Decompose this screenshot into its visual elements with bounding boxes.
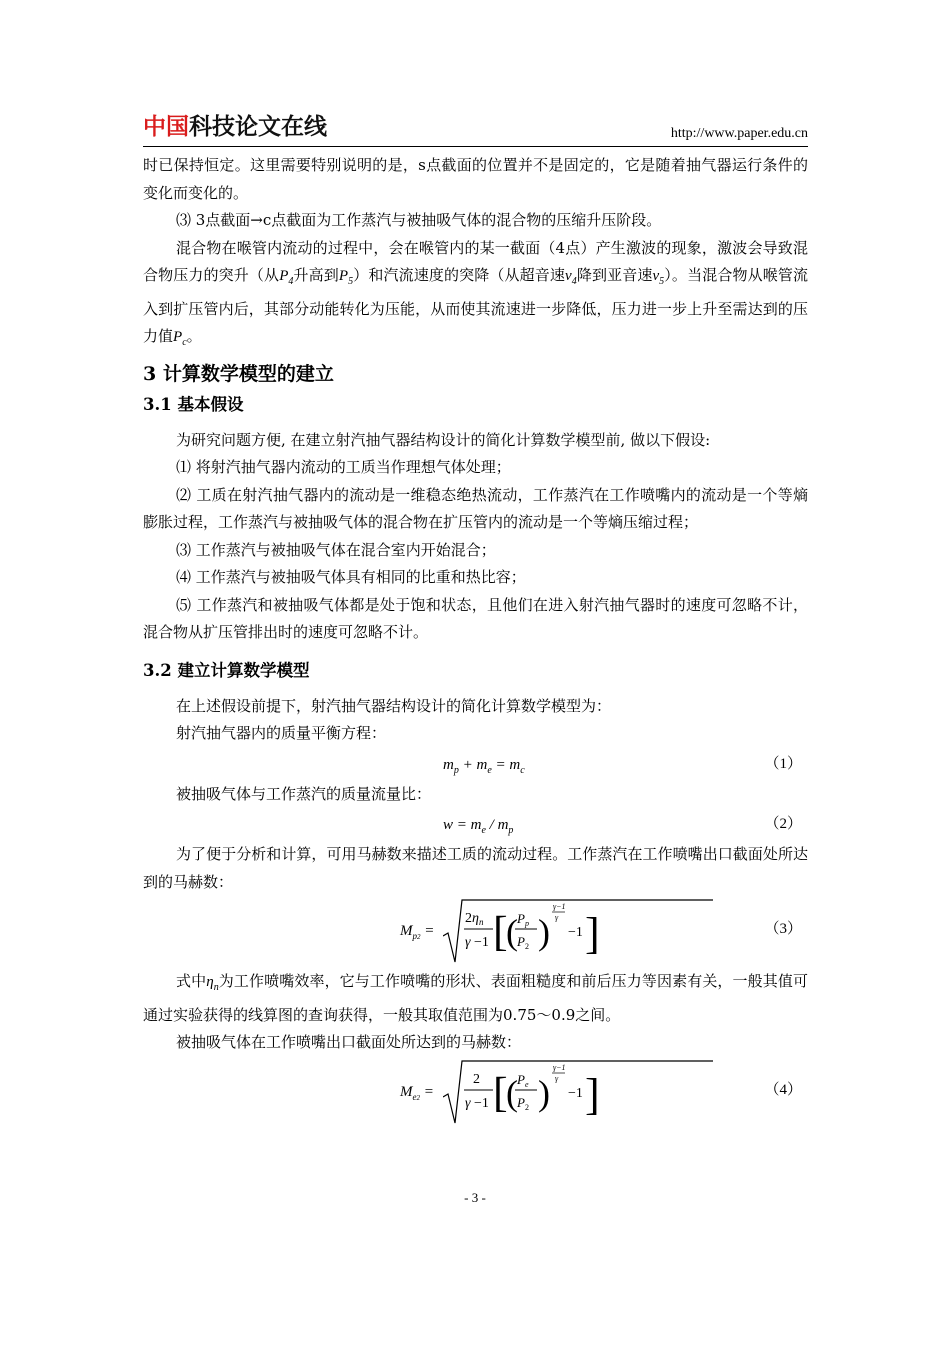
svg-text:]: ] [585, 909, 600, 958]
svg-text:γ−1: γ−1 [553, 902, 566, 911]
equation-1-body: $m_p + m_e = m_c$ [443, 756, 525, 776]
mass-ratio-label: 被抽吸气体与工作蒸汽的质量流量比： [176, 784, 432, 803]
text-fragment: 升高到 [293, 266, 339, 284]
section-3-1-heading: 3.1 基本假设 [143, 394, 244, 414]
header-url[interactable]: http://www.paper.edu.cn [670, 126, 808, 141]
section-3-2-heading: 3.2 建立计算数学模型 [143, 660, 310, 680]
suction-mach-label: 被抽吸气体在工作喷嘴出口截面处所达到的马赫数： [176, 1033, 522, 1051]
svg-text:): ) [538, 912, 550, 952]
equation-1 [143, 748, 808, 781]
assumption-item: ⑸ 工作蒸汽和被抽吸气体都是处于饱和状态，且他们在进入射汽抽气器时的速度可忽略不计，混合物从扩压管排出时的速度可忽略不计。 [143, 595, 808, 641]
section-3-heading: 3 计算数学模型的建立 [143, 362, 334, 385]
paragraph-stage-3: ⑶ 3点截面→c点截面为工作蒸汽与被抽吸气体的混合物的压缩升压阶段。 [176, 211, 662, 229]
mass-balance-label: 射汽抽气器内的质量平衡方程： [176, 724, 387, 742]
paragraph-shock-wave [143, 235, 808, 357]
var-pc: $P_c$ [173, 329, 187, 348]
var-v4: $v_4$ [565, 268, 577, 287]
svg-text:(: ( [506, 1072, 518, 1113]
svg-text:γ: γ [555, 913, 559, 922]
var-v5: $v_5$ [652, 268, 665, 287]
text-fragment: ）。当混合物从喉管流入到扩压管内后，其部分动能转化为压能，从而使其流速进一步降低，压力进一步上升至需达到的压力值 [143, 266, 808, 345]
text-fragment: 为工作喷嘴效率，它与工作喷嘴的形状、表面粗糙度和前后压力等因素有关，一般其值可通过实验获得的线算图的查询获得，一般其取值范围为0.75～0.9之间。 [143, 972, 808, 1024]
assumption-item: ⑷ 工作蒸汽与被抽吸气体具有相同的比重和热比容； [176, 568, 526, 586]
svg-text:P2: $P_2$ [517, 1094, 529, 1112]
paragraph-continued: 时已保持恒定。这里需要特别说明的是，s点截面的位置并不是固定的，它是随着抽气器运行条件的变化而变化的。 [143, 156, 808, 202]
equation-3-radical [443, 896, 723, 966]
svg-text:2: 2 [473, 1071, 480, 1087]
svg-text:γ: γ [465, 1095, 471, 1111]
model-intro: 在上述假设前提下，射汽抽气器结构设计的简化计算数学模型为： [176, 696, 612, 715]
equation-4 [143, 1057, 808, 1129]
journal-logo [143, 112, 327, 142]
svg-text:−1: −1 [568, 1085, 583, 1101]
svg-text:−1: −1 [474, 935, 489, 950]
svg-text:2ηn: $2\eta_n$ [465, 911, 484, 927]
equation-3-lhs: $M_{p2}$ = [400, 923, 435, 941]
equation-2-body: $w = m_e / m_p$ [443, 817, 514, 836]
assumption-item: ⑴ 将射汽抽气器内流动的工质当作理想气体处理； [176, 458, 511, 476]
text-fragment: 式中 [176, 972, 207, 990]
equation-2-number: （2） [764, 816, 802, 832]
svg-text:γ: γ [465, 935, 471, 950]
assumption-item: ⑶ 工作蒸汽与被抽吸气体在混合室内开始混合； [176, 540, 496, 559]
svg-text:[: [ [493, 909, 508, 956]
page-header [143, 112, 808, 147]
text-fragment: 。 [186, 327, 202, 345]
var-p5: $P_5$ [338, 268, 354, 287]
assumptions-intro: 为研究问题方便, 在建立射汽抽气器结构设计的简化计算数学模型前, 做以下假设: [176, 430, 711, 449]
mach-number-paragraph: 为了便于分析和计算，可用马赫数来描述工质的流动过程。工作蒸汽在工作喷嘴出口截面处所达到的马赫数： [143, 845, 808, 891]
svg-text:P2: $P_2$ [517, 934, 529, 951]
svg-text:[: [ [493, 1069, 508, 1116]
equation-2 [143, 808, 808, 841]
efficiency-paragraph [143, 968, 808, 1029]
var-p4: $P_4$ [279, 268, 294, 287]
equation-4-number: （4） [764, 1081, 802, 1098]
equation-4-lhs: $M_{e2}$ = [400, 1083, 434, 1102]
svg-text:]: ] [585, 1069, 600, 1119]
svg-text:γ: γ [555, 1073, 559, 1083]
svg-text:Pe: $P_e$ [517, 1071, 529, 1089]
equation-1-number: （1） [764, 755, 802, 772]
equation-3 [143, 896, 808, 968]
page-content [143, 152, 808, 1129]
page-number: - 3 - [464, 1190, 486, 1205]
assumption-item: ⑵ 工质在射汽抽气器内的流动是一维稳态绝热流动，工作蒸汽在工作喷嘴内的流动是一个等熵膨胀过程，工作蒸汽与被抽吸气体的混合物在扩压管内的流动是一个等熵压缩过程； [143, 485, 808, 531]
logo-red-text: 中国 [143, 114, 189, 140]
text-fragment: 降到亚音速 [576, 266, 653, 284]
svg-text:γ−1: γ−1 [553, 1062, 566, 1072]
text-fragment: 混合物在喉管内流动的过程中，会在喉管内的某一截面（4点）产生激波的现象，激波会导致混合物压力的突升（从 [143, 238, 808, 284]
svg-text:−1: −1 [568, 925, 583, 940]
svg-text:(: ( [506, 912, 518, 952]
svg-text:Pp: $P_p$ [517, 911, 529, 928]
logo-black-text: 科技论文在线 [189, 114, 327, 140]
svg-text:): ) [538, 1072, 550, 1113]
equation-3-number: （3） [764, 921, 802, 937]
equation-4-radical [443, 1057, 723, 1127]
text-fragment: ）和汽流速度的突降（从超音速 [353, 266, 566, 284]
svg-text:−1: −1 [474, 1095, 489, 1111]
var-eta-n: $\eta_n$ [206, 974, 219, 993]
